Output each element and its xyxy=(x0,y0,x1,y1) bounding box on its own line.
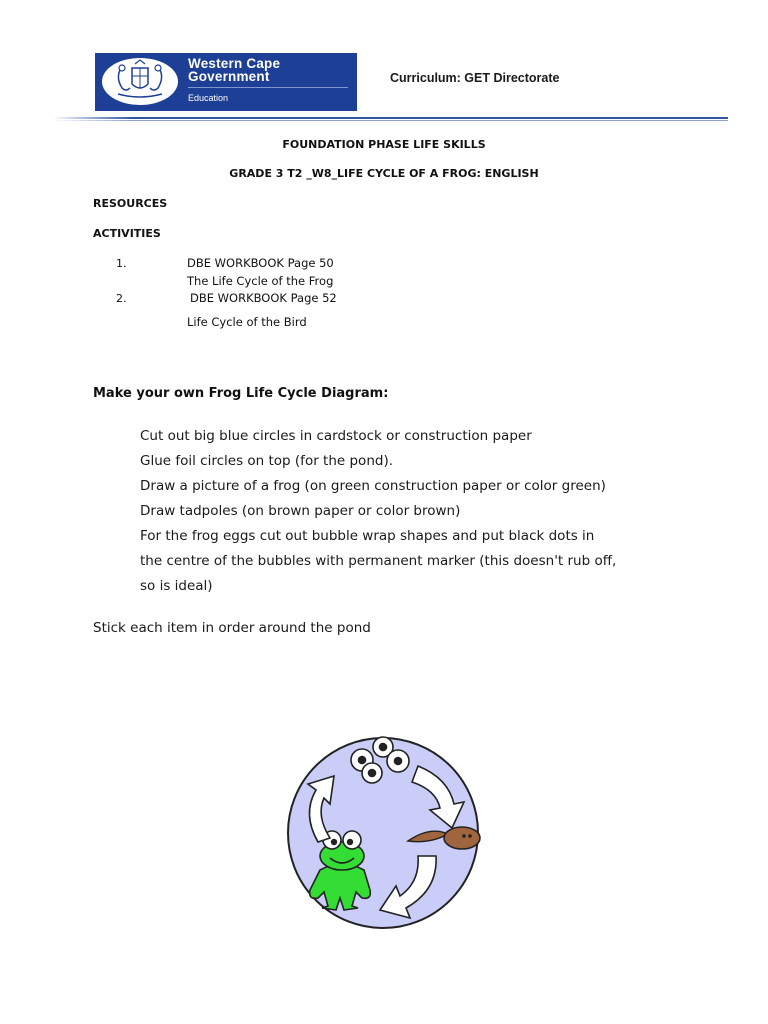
instruction-line-1: Cut out big blue circles in cardstock or construction paper xyxy=(140,428,532,444)
logo-name-line2: Government xyxy=(188,69,270,84)
instruction-line-3: Draw a picture of a frog (on green construction paper or color green) xyxy=(140,478,606,494)
curriculum-label: Curriculum: GET Directorate xyxy=(390,71,560,85)
coat-of-arms-icon xyxy=(102,58,178,105)
lesson-title: GRADE 3 T2 _W8_LIFE CYCLE OF A FROG: ENGLISH xyxy=(229,167,539,180)
logo-name-line1: Western Cape xyxy=(188,56,281,71)
instruction-line-5: For the frog eggs cut out bubble wrap shapes and put black dots in xyxy=(140,528,595,544)
subject-title: FOUNDATION PHASE LIFE SKILLS xyxy=(282,138,486,151)
logo-divider xyxy=(188,87,348,88)
activity-2-number: 2. xyxy=(116,292,127,305)
activity-1-title: DBE WORKBOOK Page 50 xyxy=(187,256,334,270)
activity-1-subtitle: The Life Cycle of the Frog xyxy=(187,274,334,288)
instruction-line-7: so is ideal) xyxy=(140,578,213,594)
activities-heading: ACTIVITIES xyxy=(93,227,161,240)
closing-instruction: Stick each item in order around the pond xyxy=(93,620,371,636)
header-rule xyxy=(52,117,728,123)
western-cape-government-logo xyxy=(95,53,357,111)
frog-life-cycle-diagram xyxy=(280,730,490,930)
instruction-line-2: Glue foil circles on top (for the pond). xyxy=(140,453,393,469)
activity-2-subtitle: Life Cycle of the Bird xyxy=(187,315,307,329)
activity-2-title: DBE WORKBOOK Page 52 xyxy=(190,291,337,305)
activity-1-number: 1. xyxy=(116,257,127,270)
header-rule-thin xyxy=(52,120,728,121)
instruction-line-4: Draw tadpoles (on brown paper or color brown) xyxy=(140,503,461,519)
diagram-instructions-heading: Make your own Frog Life Cycle Diagram: xyxy=(93,386,389,401)
resources-heading: RESOURCES xyxy=(93,197,168,210)
header-rule-thick xyxy=(52,117,728,119)
logo-department: Education xyxy=(188,93,229,103)
instruction-line-6: the centre of the bubbles with permanent marker (this doesn't rub off, xyxy=(140,553,617,569)
